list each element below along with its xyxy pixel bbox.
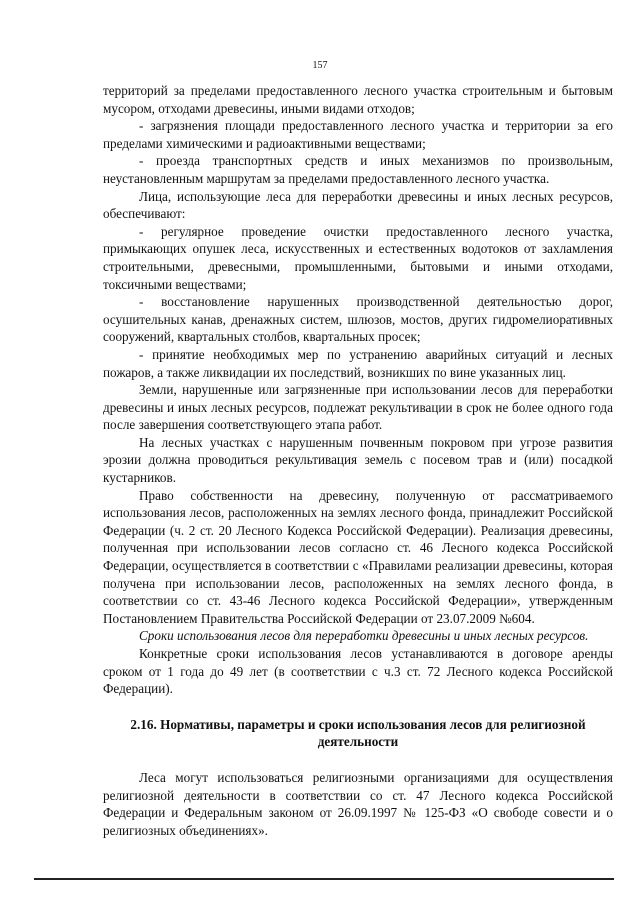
footer-divider — [34, 878, 614, 880]
paragraph: Лица, использующие леса для переработки древесины и иных лесных ресурсов, обеспечивают: — [103, 188, 613, 222]
section-heading: 2.16. Нормативы, параметры и сроки использования лесов для религиозной деятельности — [130, 716, 586, 750]
paragraph: На лесных участках с нарушенным почвенным покровом при угрозе развития эрозии должна проводиться рекультивация земель с посевом трав и (или) посадкой кустарников. — [103, 434, 613, 486]
list-item: - принятие необходимых мер по устранению аварийных ситуаций и лесных пожаров, а также ликвидации их последствий, возникших по вине указанных лиц. — [103, 346, 613, 380]
list-item: - восстановление нарушенных производственной деятельностью дорог, осушительных канав, дренажных систем, шлюзов, мостов, других гидромелиоративных сооружений, квартальных столбов, квартальных просек; — [103, 294, 613, 345]
list-item: - регулярное проведение очистки предоставленного лесного участка, примыкающих опушек леса, искусственных и естественных водотоков от захламления строительными, древесными, промышленными, бытовыми и иными отходами, токсичными веществами; — [103, 223, 613, 292]
paragraph: Леса могут использоваться религиозными организациями для осуществления религиозной деятельности в соответствии со ст. 47 Лесного кодекса Российской Федерации и Федеральным законом от 26.09.1997 № 125-ФЗ «О свободе совести и о религиозных объединениях». — [103, 769, 613, 838]
list-item: - проезда транспортных средств и иных механизмов по произвольным, неустановленным маршрутам за пределами предоставленного лесного участка. — [103, 153, 613, 186]
italic-subheading: Сроки использования лесов для переработки древесины и иных лесных ресурсов. — [139, 628, 589, 644]
list-item: - загрязнения площади предоставленного лесного участка и территории за его пределами химическими и радиоактивными веществами; — [103, 118, 613, 151]
page-number: 157 — [312, 60, 328, 71]
document-body — [103, 82, 613, 839]
paragraph: Земли, нарушенные или загрязненные при использовании лесов для переработки древесины и иных лесных ресурсов, подлежат рекультивации в срок не более одного года после завершения соответствующего этапа работ. — [103, 382, 613, 433]
paragraph: территорий за пределами предоставленного лесного участка строительным и бытовым мусором, отходами древесины, иными видами отходов; — [103, 83, 613, 116]
paragraph: Конкретные сроки использования лесов устанавливаются в договоре аренды сроком от 1 года до 49 лет (в соответствии с ч.3 ст. 72 Лесного кодекса Российской Федерации). — [103, 646, 613, 697]
paragraph: Право собственности на древесину, полученную от рассматриваемого использования лесов, расположенных на землях лесного фонда, принадлежит Российской Федерации (ч. 2 ст. 20 Лесного Кодекса Российской Федерации). Реализация древесины, полученная при использовании лесов согласно ст. 46 Лесного кодекса Российской Федерации, осуществляется в соответствии с «Правилами реализации древесины, которая получена при использовании лесов, расположенных на землях лесного фонда, в соответствии со ст. 43-46 Лесного кодекса Российской Федерации», утвержденным Постановлением Правительства Российской Федерации от 23.07.2009 №604. — [103, 487, 613, 626]
